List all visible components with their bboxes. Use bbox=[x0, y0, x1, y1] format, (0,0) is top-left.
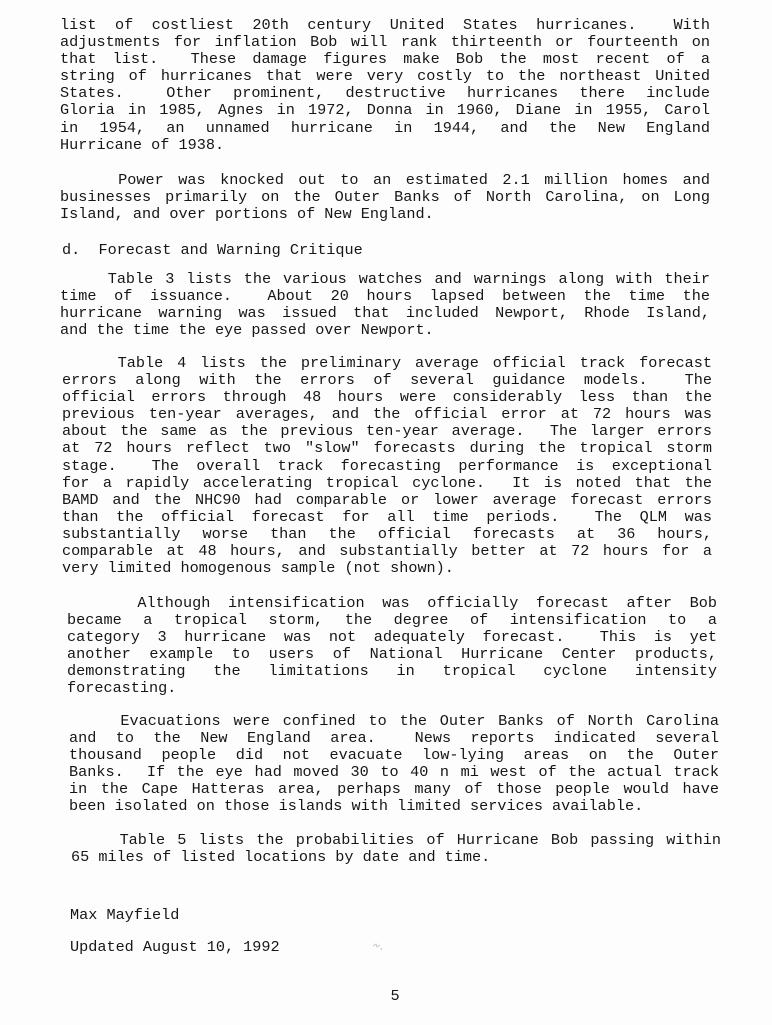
text-line: Island, and over portions of New England. bbox=[60, 205, 434, 224]
text-line: 65 miles of listed locations by date and time. bbox=[71, 848, 491, 867]
page-number: 5 bbox=[390, 987, 400, 1005]
text-line: category 3 hurricane was not adequately forecast. This is yet bbox=[67, 628, 717, 647]
text-line: and to the New England area. News reports indicated several bbox=[69, 729, 719, 748]
text-line: hurricane warning was issued that included Newport, Rhode Island, bbox=[60, 304, 710, 323]
paragraph-table-4 bbox=[62, 355, 712, 577]
text-line: Banks. If the eye had moved 30 to 40 n mi west of the actual track bbox=[69, 763, 719, 782]
text-line: than the official forecast for all time periods. The QLM was bbox=[62, 507, 712, 526]
text-line: string of hurricanes that were very costly to the northeast United bbox=[60, 67, 710, 86]
text-line: thousand people did not evacuate low-lying areas on the Outer bbox=[69, 746, 719, 765]
text-line: Table 4 lists the preliminary average official track forecast bbox=[62, 354, 712, 372]
text-line: and the time the eye passed over Newport. bbox=[60, 321, 434, 340]
text-line: businesses primarily on the Outer Banks of North Carolina, on Long bbox=[60, 188, 710, 207]
paragraph-evacuations bbox=[69, 713, 719, 816]
text-line: about the same as the previous ten-year average. The larger errors bbox=[62, 422, 712, 441]
text-line: Gloria in 1985, Agnes in 1972, Donna in 1960, Diane in 1955, Carol bbox=[60, 101, 710, 120]
paragraph-intensification bbox=[67, 595, 717, 698]
text-line: official errors through 48 hours were considerably less than the bbox=[62, 388, 712, 407]
text-line: at 72 hours reflect two "slow" forecasts during the tropical storm bbox=[62, 439, 712, 458]
text-line: very limited homogenous sample (not shown). bbox=[62, 559, 454, 578]
text-line: stage. The overall track forecasting performance is exceptional bbox=[62, 456, 712, 475]
text-line: Although intensification was officially forecast after Bob bbox=[67, 594, 717, 612]
paragraph-table-3 bbox=[60, 271, 710, 339]
section-heading: d. Forecast and Warning Critique bbox=[62, 241, 363, 259]
text-line: adjustments for inflation Bob will rank thirteenth or fourteenth on bbox=[60, 33, 710, 52]
paragraph-costliest-hurricanes bbox=[60, 17, 710, 154]
updated-date: Updated August 10, 1992 bbox=[70, 938, 280, 956]
text-line: in the Cape Hatteras area, perhaps many of those people would have bbox=[69, 780, 719, 799]
text-line: forecasting. bbox=[67, 679, 177, 698]
text-line: States. Other prominent, destructive hurricanes there include bbox=[60, 84, 710, 103]
text-line: another example to users of National Hurricane Center products, bbox=[67, 645, 717, 664]
scan-speck-mark bbox=[372, 941, 384, 951]
text-line: comparable at 48 hours, and substantially better at 72 hours for a bbox=[62, 542, 712, 561]
text-line: for a rapidly accelerating tropical cyclone. It is noted that the bbox=[62, 473, 712, 492]
text-line: became a tropical storm, the degree of intensification to a bbox=[67, 611, 717, 630]
author-name: Max Mayfield bbox=[70, 906, 180, 924]
text-line: demonstrating the limitations in tropical cyclone intensity bbox=[67, 662, 717, 681]
text-line: errors along with the errors of several guidance models. The bbox=[62, 371, 712, 390]
text-line: that list. These damage figures make Bob the most recent of a bbox=[60, 50, 710, 69]
text-line: BAMD and the NHC90 had comparable or lower average forecast errors bbox=[62, 490, 712, 509]
text-line: list of costliest 20th century United States hurricanes. With bbox=[60, 16, 710, 34]
paragraph-table-5 bbox=[71, 832, 721, 866]
text-line: Table 5 lists the probabilities of Hurricane Bob passing within bbox=[71, 831, 721, 849]
text-line: Evacuations were confined to the Outer Banks of North Carolina bbox=[69, 712, 719, 730]
text-line: Table 3 lists the various watches and warnings along with their bbox=[60, 270, 710, 288]
text-line: previous ten-year averages, and the official error at 72 hours was bbox=[62, 405, 712, 424]
text-line: Power was knocked out to an estimated 2.1 million homes and bbox=[60, 171, 710, 189]
text-line: substantially worse than the official forecasts at 36 hours, bbox=[62, 524, 712, 543]
paragraph-power-outage bbox=[60, 172, 710, 223]
text-line: been isolated on those islands with limited services available. bbox=[69, 797, 644, 816]
text-line: time of issuance. About 20 hours lapsed between the time the bbox=[60, 287, 710, 306]
text-line: Hurricane of 1938. bbox=[60, 135, 225, 154]
text-line: in 1954, an unnamed hurricane in 1944, and the New England bbox=[60, 118, 710, 137]
